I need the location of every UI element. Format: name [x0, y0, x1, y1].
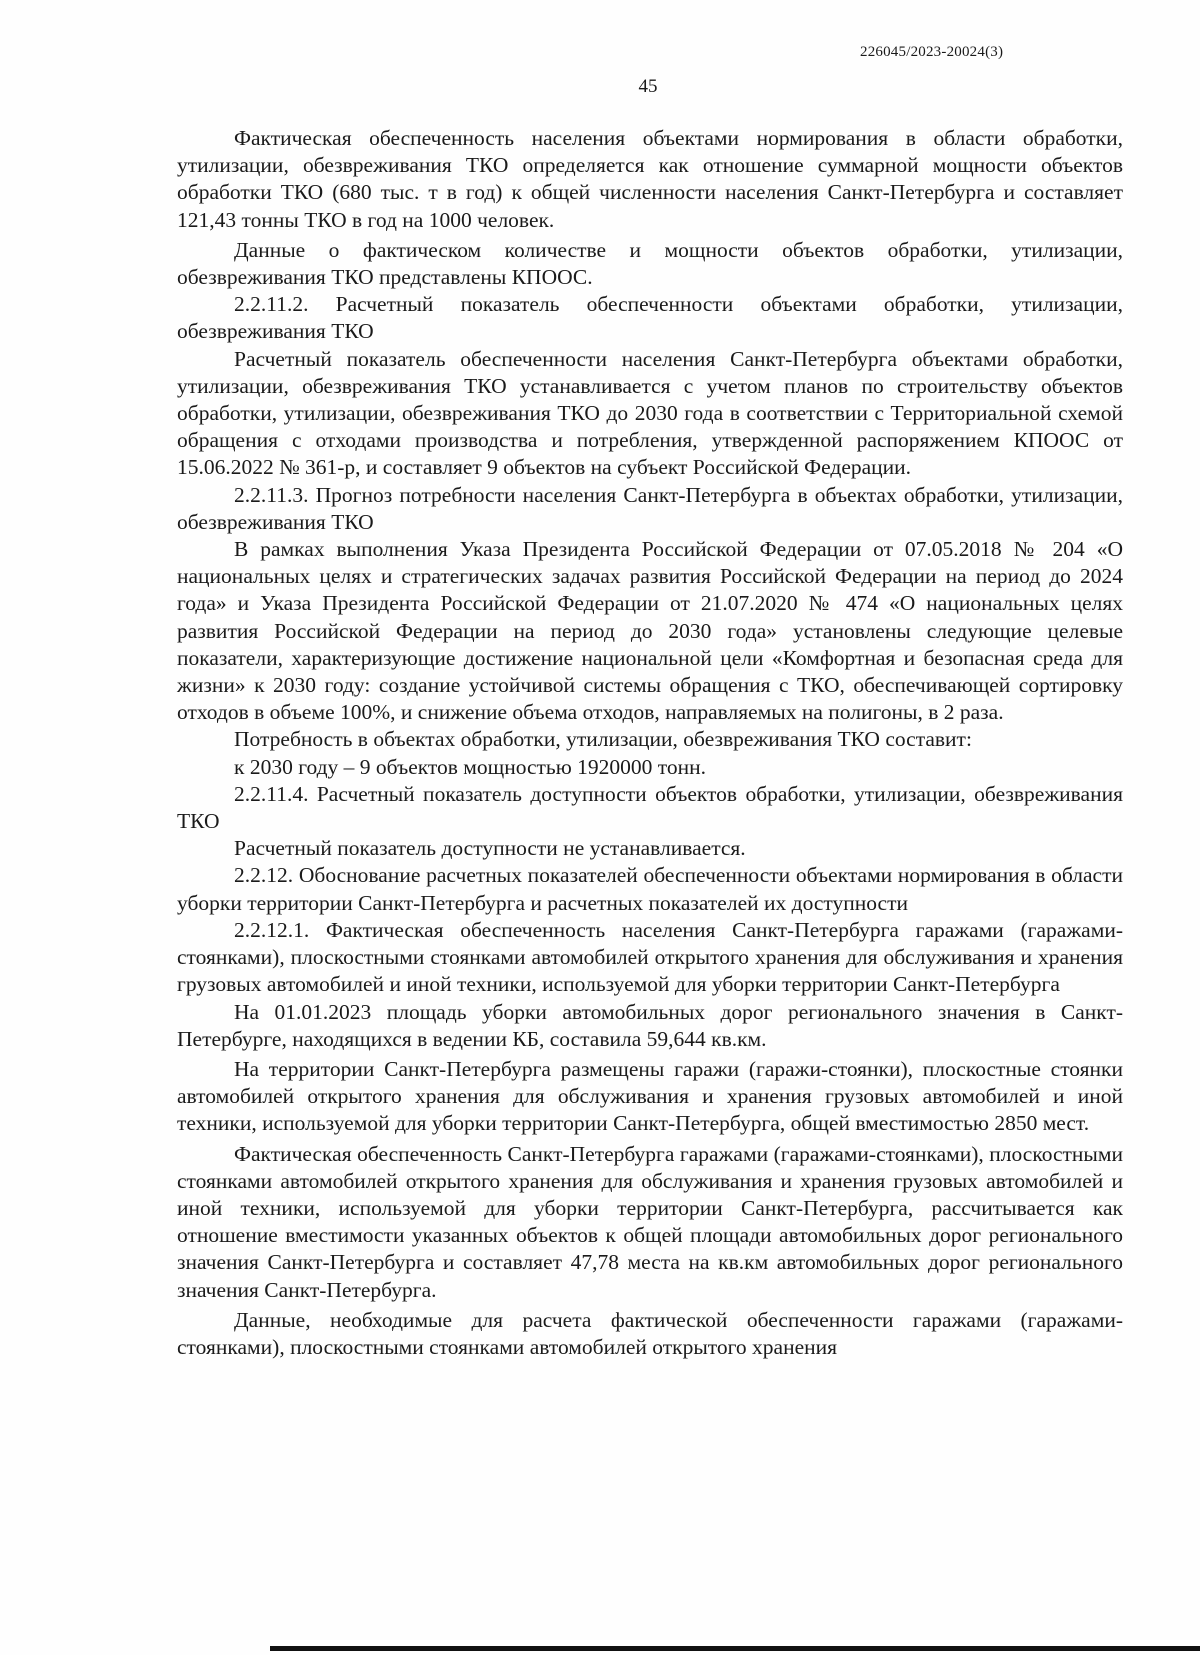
- section-heading: 2.2.11.4. Расчетный показатель доступности объектов обработки, утилизации, обезвреживания ТКО: [177, 781, 1123, 834]
- paragraph: На территории Санкт-Петербурга размещены гаражи (гаражи-стоянки), плоскостные стоянки автомобилей открытого хранения для обслуживания и хранения грузовых автомобилей и иной техники, используемой для уборки территории Санкт-Петербурга, общей вместимостью 2850 мест.: [177, 1056, 1123, 1136]
- paragraph: Расчетный показатель доступности не устанавливается.: [234, 836, 746, 861]
- section-heading: 2.2.11.2. Расчетный показатель обеспеченности объектами обработки, утилизации, обезвреживания ТКО: [177, 292, 1123, 344]
- document-number: 226045/2023-20024(3): [860, 44, 1004, 60]
- section-heading: 2.2.11.3. Прогноз потребности населения Санкт-Петербурга в объектах обработки, утилизации, обезвреживания ТКО: [177, 482, 1123, 534]
- document-body: [177, 125, 1123, 1361]
- paragraph: Потребность в объектах обработки, утилизации, обезвреживания ТКО составит:: [234, 727, 972, 752]
- section-heading: 2.2.12.1. Фактическая обеспеченность населения Санкт-Петербурга гаражами (гаражами-стоянками), плоскостными стоянками автомобилей открытого хранения для обслуживания и хранения грузовых автомобилей и иной техники, используемой для уборки территории Санкт-Петербурга: [177, 917, 1123, 997]
- paragraph: Данные, необходимые для расчета фактической обеспеченности гаражами (гаражами-стоянками), плоскостными стоянками автомобилей открытого хранения: [177, 1307, 1123, 1359]
- paragraph: В рамках выполнения Указа Президента Российской Федерации от 07.05.2018 № 204 «О национальных целях и стратегических задачах развития Российской Федерации на период до 2024 года» и Указа Президента Российской Федерации от 21.07.2020 № 474 «О национальных целях развития Российской Федерации на период до 2030 года» установлены следующие целевые показатели, характеризующие достижение национальной цели «Комфортная и безопасная среда для жизни» к 2030 году: создание устойчивой системы обращения с ТКО, обеспечивающей сортировку отходов в объеме 100%, и снижение объема отходов, направляемых на полигоны, в 2 раза.: [177, 537, 1123, 725]
- page-number: 45: [638, 76, 658, 97]
- paragraph: к 2030 году – 9 объектов мощностью 1920000 тонн.: [234, 754, 707, 779]
- paragraph: Фактическая обеспеченность населения объектами нормирования в области обработки, утилизации, обезвреживания ТКО определяется как отношение суммарной мощности объектов обработки ТКО (680 тыс. т в год) к общей численности населения Санкт-Петербурга и составляет 121,43 тонны ТКО в год на 1000 человек.: [177, 126, 1123, 232]
- paragraph: На 01.01.2023 площадь уборки автомобильных дорог регионального значения в Санкт-Петербурге, находящихся в ведении КБ, составила 59,644 кв.км.: [177, 999, 1123, 1051]
- scan-edge-line: [270, 1646, 1200, 1651]
- paragraph: Данные о фактическом количестве и мощности объектов обработки, утилизации, обезвреживания ТКО представлены КПООС.: [177, 237, 1123, 290]
- paragraph: Фактическая обеспеченность Санкт-Петербурга гаражами (гаражами-стоянками), плоскостными стоянками автомобилей открытого хранения для обслуживания и хранения грузовых автомобилей и иной техники, используемой для уборки территории Санкт-Петербурга, рассчитывается как отношение вместимости указанных объектов к общей площади автомобильных дорог регионального значения Санкт-Петербурга и составляет 47,78 места на кв.км автомобильных дорог регионального значения Санкт-Петербурга.: [177, 1141, 1123, 1302]
- paragraph: Расчетный показатель обеспеченности населения Санкт-Петербурга объектами обработки, утилизации, обезвреживания ТКО устанавливается с учетом планов по строительству объектов обработки, утилизации, обезвреживания ТКО до 2030 года в соответствии с Территориальной схемой обращения с отходами производства и потребления, утвержденной распоряжением КПООС от 15.06.2022 № 361-р, и составляет 9 объектов на субъект Российской Федерации.: [177, 346, 1123, 480]
- section-heading: 2.2.12. Обоснование расчетных показателей обеспеченности объектами нормирования в области уборки территории Санкт-Петербурга и расчетных показателей их доступности: [177, 863, 1123, 915]
